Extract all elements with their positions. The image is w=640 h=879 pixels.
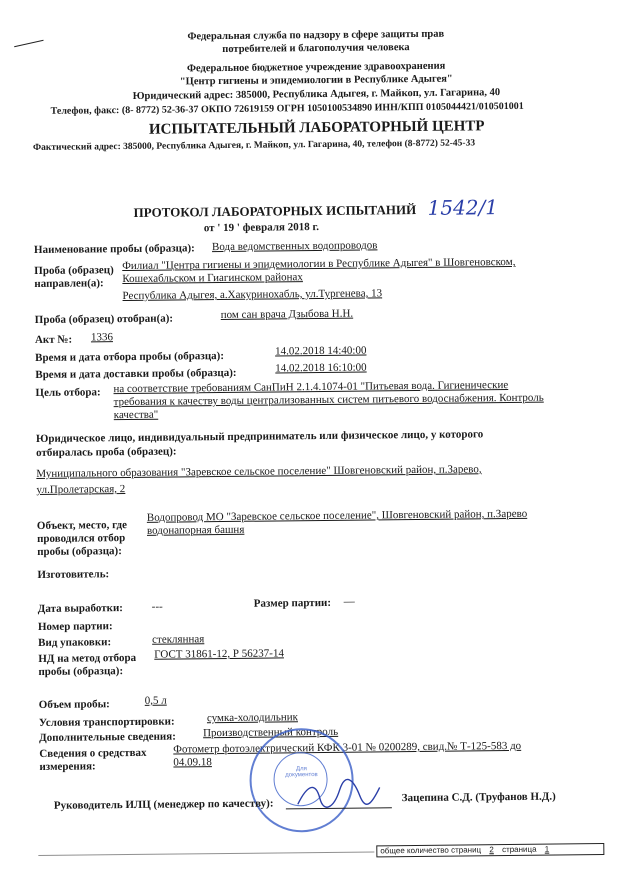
- object-label-3: пробы (образца):: [37, 545, 122, 558]
- sampling-time-value: 14.02.2018 14:40:00: [275, 344, 367, 358]
- object-value-2: водонапорная башня: [146, 523, 245, 537]
- page-value: 1: [544, 844, 550, 854]
- purpose-value-1: на соответствие требованиям СанПиН 2.1.4.1074-01 "Питьевая вода. Гигиенические: [113, 379, 509, 396]
- batch-size-label: Размер партии:: [253, 596, 332, 610]
- protocol-number-handwritten: 1542/1: [427, 195, 499, 220]
- purpose-value-2: требования к качеству воды централизованных систем питьевого водоснабжения. Контроль: [113, 391, 544, 409]
- production-date-value: ---: [151, 600, 163, 613]
- header-line-4: "Центр гигиены и эпидемиологии в Республике Адыгея": [179, 73, 453, 88]
- nd-label-2: пробы (образца):: [38, 665, 124, 678]
- protocol-title: ПРОТОКОЛ ЛАБОРАТОРНЫХ ИСПЫТАНИЙ: [133, 201, 417, 220]
- package-label: Вид упаковки:: [38, 636, 112, 649]
- actual-address: Фактический адрес: 385000, Республика Адыгея, г. Майкоп, ул. Гагарина, 40, телефон (8-8772) 52-45-33: [32, 138, 476, 153]
- sent-by-label-1: Проба (образец): [34, 264, 114, 277]
- instruments-value-2: 04.09.18: [173, 756, 212, 769]
- center-title: ИСПЫТАТЕЛЬНЫЙ ЛАБОРАТОРНЫЙ ЦЕНТР: [148, 118, 485, 138]
- handwritten-signature: [294, 777, 384, 812]
- sampling-time-label: Время и дата отбора пробы (образца):: [35, 350, 225, 364]
- instruments-label-2: измерения:: [39, 760, 96, 773]
- nd-label-1: НД на метод отбора: [38, 651, 137, 665]
- act-value: 1336: [90, 331, 113, 344]
- manufacturer-label: Изготовитель:: [37, 568, 110, 581]
- instruments-label-1: Сведения о средствах: [39, 746, 147, 760]
- object-label-2: проводился отбор: [36, 532, 126, 545]
- sent-by-label-2: направлен(а):: [34, 277, 104, 290]
- delivery-time-value: 14.02.2018 16:10:00: [275, 361, 367, 375]
- taken-by-value: пом сан врача Дзыбова Н.Н.: [220, 307, 354, 322]
- total-pages-value: 2: [489, 845, 494, 855]
- entity-label-1: Юридическое лицо, индивидуальный предприниматель или физическое лицо, у которого: [35, 428, 484, 445]
- object-label-1: Объект, место, где: [36, 519, 128, 532]
- date-prefix: от: [203, 222, 215, 235]
- legal-address: Юридический адрес: 385000, Республика Адыгея, г. Майкоп, ул. Гагарина, 40: [132, 87, 501, 102]
- sent-by-value-3: Республика Адыгея, а.Хакуринохабль, ул.Тургенева, 13: [122, 287, 383, 303]
- page-counter-box: [376, 843, 604, 857]
- transport-label: Условия транспортировки:: [38, 715, 175, 729]
- batch-number-label: Номер партии:: [37, 620, 113, 633]
- sample-name-label: Наименование пробы (образца):: [33, 242, 195, 256]
- delivery-time-label: Время и дата доставки пробы (образца):: [35, 366, 237, 381]
- header-line-1: Федеральная служба по надзору в сфере защиты прав: [187, 28, 445, 43]
- header-line-2: потребителей и благополучия человека: [222, 42, 410, 56]
- header-line-3: Федеральное бюджетное учреждение здравоохранения: [186, 60, 446, 75]
- sent-by-value-2: Кошехабльском и Гиагинском районах: [122, 271, 303, 286]
- footer-rule: [38, 851, 374, 856]
- pen-mark: [14, 40, 43, 48]
- instruments-value-1: Фотометр фотоэлектрический КФК 3-01 № 0200289, свид.№ Т-125-583 до: [173, 739, 522, 756]
- transport-value: сумка-холодильник: [206, 711, 298, 725]
- act-label: Акт №:: [34, 333, 73, 346]
- stamp-text: Для документов: [285, 766, 318, 779]
- nd-value: ГОСТ 31861-12, Р 56237-14: [154, 647, 284, 661]
- batch-size-value: —: [343, 595, 355, 608]
- signatory-name: Зацепина С.Д. (Труфанов Н.Д.): [401, 790, 556, 805]
- entity-label-2: отбиралась проба (образец):: [36, 445, 177, 459]
- production-date-label: Дата выработки:: [37, 602, 124, 615]
- taken-by-label: Проба (образец) отобран(а):: [34, 312, 174, 326]
- sample-name-value: Вода ведомственных водопроводов: [211, 239, 378, 254]
- protocol-date: [204, 221, 319, 234]
- object-value-1: Водопровод МО "Заревское сельское поселение", Шовгеновский район, п.Зарево: [146, 507, 528, 524]
- volume-label: Объем пробы:: [38, 698, 110, 711]
- date-day: ' 19 ': [217, 221, 240, 235]
- package-value: стеклянная: [152, 633, 205, 646]
- total-pages-label: общее количество страниц: [380, 845, 482, 856]
- extra-label: Дополнительные сведения:: [39, 730, 176, 744]
- entity-value-2: ул.Пролетарская, 2: [36, 483, 126, 496]
- phones-line: Телефон, факс: (8- 8772) 52-36-37 ОКПО 72619159 ОГРН 1050100534890 ИНН/КПП 0105044421/010501001: [50, 100, 524, 117]
- extra-value: Производственный контроль: [203, 725, 339, 740]
- volume-value: 0,5 л: [144, 694, 167, 707]
- sent-by-value-1: Филиал "Центра гигиены и эпидемиологии в Республике Адыгея" в Шовгеновском,: [122, 255, 516, 273]
- purpose-label: Цель отбора:: [35, 386, 101, 399]
- signature-label: Руководитель ИЛЦ (менеджер по качеству):: [53, 797, 274, 812]
- entity-value-1: Муниципального образования "Заревское сельское поселение" Шовгеновский район, п.Зарево,: [36, 463, 482, 480]
- date-rest: февраля 2018 г.: [242, 220, 320, 234]
- page-label: страница: [501, 844, 537, 855]
- purpose-value-3: качества": [113, 408, 159, 422]
